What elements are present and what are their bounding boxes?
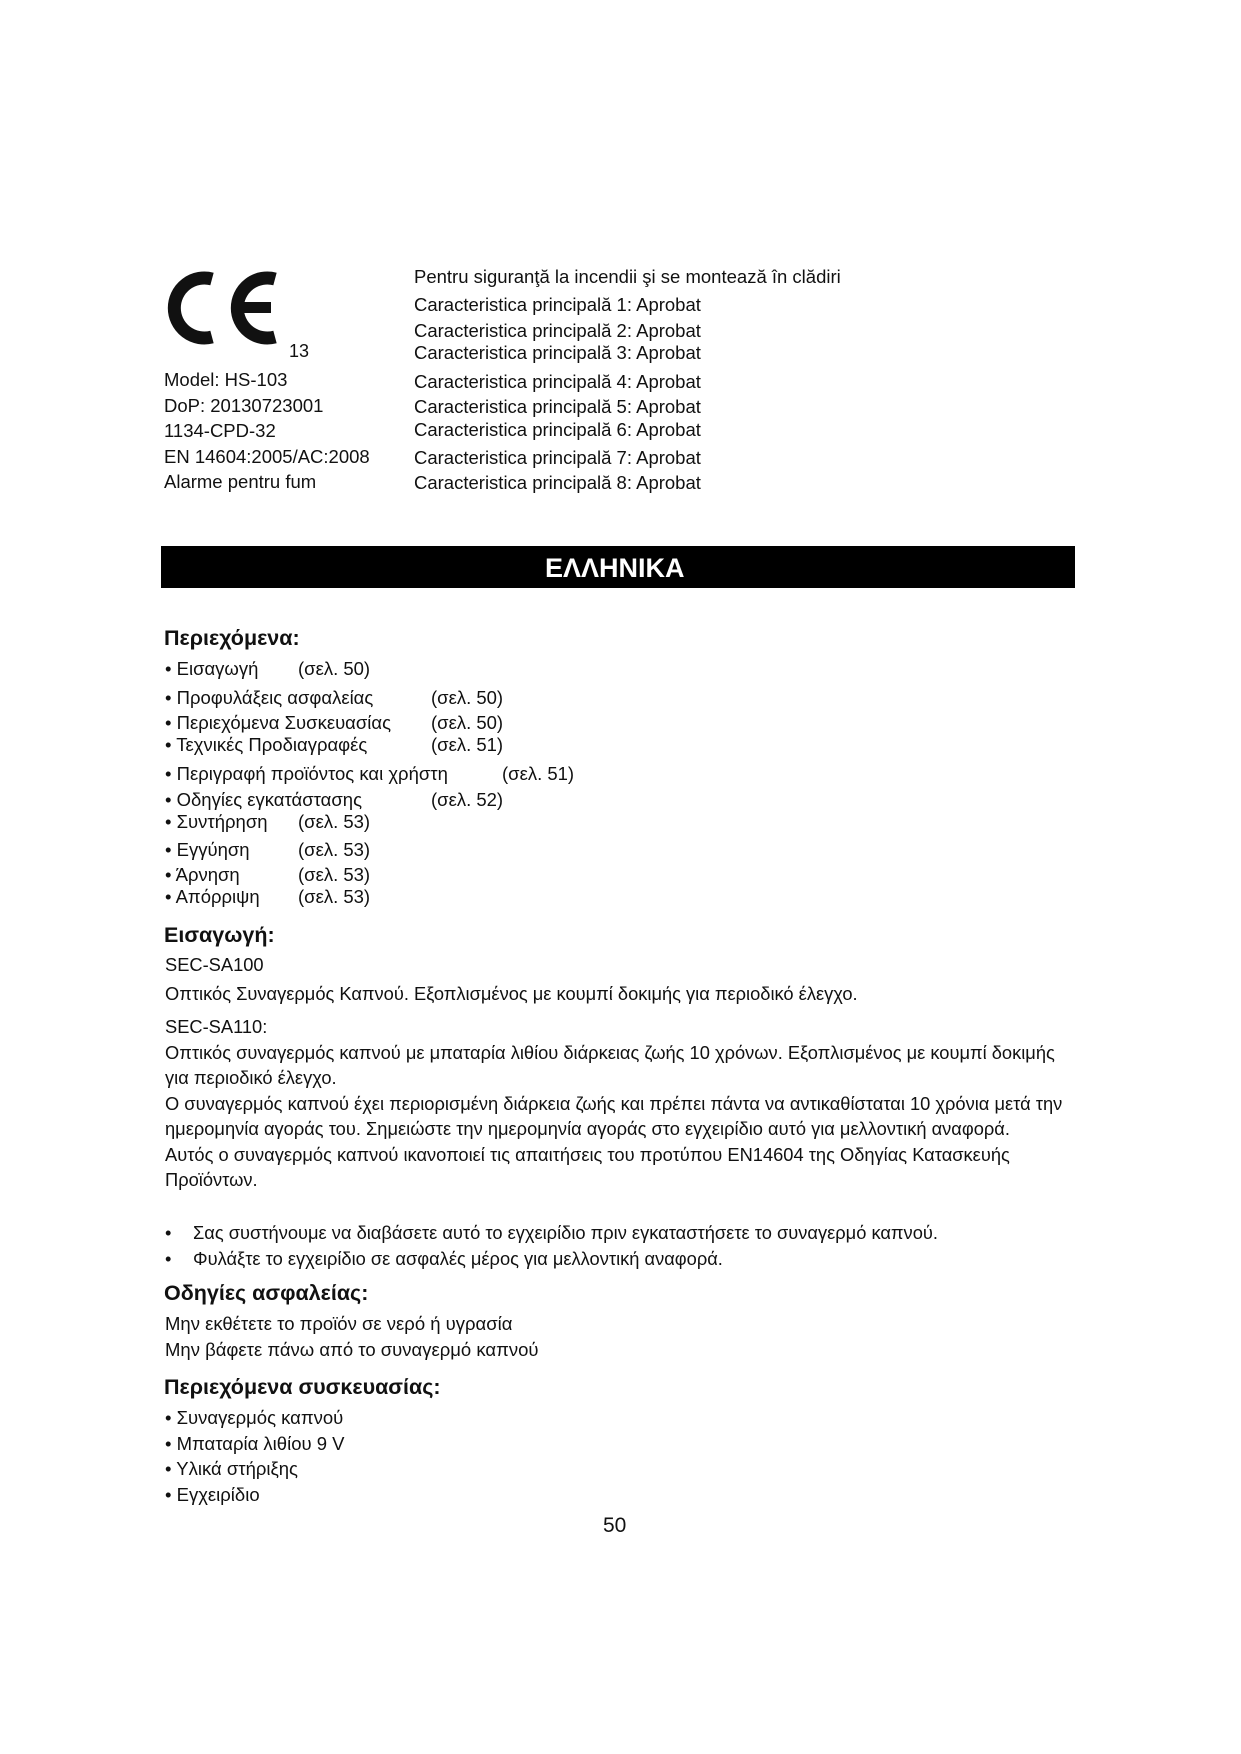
toc-item	[165, 864, 371, 886]
product-cpd: 1134-CPD-32	[164, 420, 276, 441]
toc-item	[165, 839, 371, 861]
product-model: Model: HS-103	[164, 369, 288, 390]
safety-line: Μην βάφετε πάνω από το συναγερμό καπνού	[165, 1338, 539, 1360]
safety-heading: Οδηγίες ασφαλείας:	[164, 1281, 369, 1305]
ce-notified-body-number: 13	[289, 341, 310, 361]
toc-item-page: (σελ. 52)	[431, 789, 504, 810]
language-banner-label: ΕΛΛΗΝΙΚΑ	[545, 553, 685, 583]
product-dop: DoP: 20130723001	[164, 394, 324, 416]
toc-item	[165, 789, 504, 811]
list-item-text: Σας συστήνουμε να διαβάσετε αυτό το εγχειρίδιο πριν εγκαταστήσετε το συναγερμό καπνού.	[193, 1222, 938, 1243]
contents-heading: Περιεχόμενα:	[164, 626, 300, 650]
page-number: 50	[603, 1514, 627, 1537]
language-banner	[161, 546, 1075, 588]
characteristic-line: Caracteristica principală 6: Aprobat	[414, 419, 701, 440]
toc-item-label: • Οδηγίες εγκατάστασης	[165, 789, 362, 810]
toc-item-page: (σελ. 53)	[298, 886, 371, 907]
lifespan-note: Ο συναγερμός καπνού έχει περιορισμένη διάρκεια ζωής και πρέπει πάντα να αντικαθίσταται 10 χρόνια μετά την ημερομηνία αγοράς του. Σημειώστε την ημερομηνία αγοράς στο εγχειρίδιο αυτό για μελλοντική αναφορά.	[165, 1092, 1063, 1139]
list-item-text: Φυλάξτε το εγχειρίδιο σε ασφαλές μέρος για μελλοντική αναφορά.	[193, 1247, 723, 1269]
toc-item-label: • Άρνηση	[165, 864, 240, 885]
toc-item-label: • Απόρριψη	[165, 886, 260, 907]
toc-item-page: (σελ. 50)	[431, 712, 504, 733]
bullet-icon: •	[165, 1222, 172, 1243]
bullet-icon: •	[165, 1247, 172, 1269]
toc-item-label: • Συντήρηση	[165, 811, 268, 832]
list-item: • Συναγερμός καπνού	[165, 1407, 344, 1428]
toc-item-page: (σελ. 51)	[431, 734, 504, 755]
model2-desc: Οπτικός συναγερμός καπνού με μπαταρία λιθίου διάρκειας ζωής 10 χρόνων. Εξοπλισμένος με κουμπί δοκιμής για περιοδικό έλεγχο.	[165, 1041, 1055, 1088]
characteristic-line: Caracteristica principală 1: Aprobat	[414, 294, 701, 315]
toc-item-page: (σελ. 51)	[502, 763, 575, 784]
toc-item-label: • Εισαγωγή	[165, 658, 259, 679]
model2-label: SEC-SA110:	[165, 1016, 268, 1037]
product-info	[164, 369, 370, 497]
toc-item	[165, 658, 371, 680]
toc-item	[165, 687, 504, 709]
characteristic-line: Caracteristica principală 2: Aprobat	[414, 320, 701, 341]
list-item: • Υλικά στήριξης	[165, 1458, 298, 1479]
toc-item-page: (σελ. 50)	[298, 658, 371, 679]
introduction-heading: Εισαγωγή:	[164, 923, 275, 947]
toc-item-page: (σελ. 53)	[298, 864, 371, 885]
characteristic-line: Caracteristica principală 5: Aprobat	[414, 396, 701, 417]
toc-item-label: • Εγγύηση	[165, 839, 250, 860]
model1-label: SEC-SA100	[165, 954, 264, 975]
toc-item-page: (σελ. 53)	[298, 839, 371, 860]
characteristic-line: Caracteristica principală 7: Aprobat	[414, 447, 701, 468]
safety-line: Μην εκθέτετε το προϊόν σε νερό ή υγρασία	[165, 1313, 513, 1334]
characteristic-line: Caracteristica principală 4: Aprobat	[414, 371, 701, 392]
toc-item	[165, 763, 575, 785]
toc-item-page: (σελ. 50)	[431, 687, 504, 708]
list-item: • Μπαταρία λιθίου 9 V	[165, 1432, 345, 1454]
characteristic-line: Caracteristica principală 8: Aprobat	[414, 472, 701, 493]
list-item: • Εγχειρίδιο	[165, 1483, 260, 1505]
toc-item-label: • Προφυλάξεις ασφαλείας	[165, 687, 374, 708]
package-heading: Περιεχόμενα συσκευασίας:	[164, 1375, 441, 1399]
characteristic-line: Pentru siguranţă la incendii şi se montează în clădiri	[414, 266, 841, 287]
toc-item	[165, 712, 504, 734]
model1-desc: Οπτικός Συναγερμός Καπνού. Εξοπλισμένος με κουμπί δοκιμής για περιοδικό έλεγχο.	[165, 982, 858, 1004]
product-type: Alarme pentru fum	[164, 471, 317, 492]
compliance-note: Αυτός ο συναγερμός καπνού ικανοποιεί τις απαιτήσεις του προτύπου EN14604 της Οδηγίας Κατασκευής Προϊόντων.	[165, 1143, 1010, 1190]
introduction-body	[165, 952, 1075, 1193]
product-standard: EN 14604:2005/AC:2008	[164, 445, 370, 467]
package-list	[165, 1407, 345, 1509]
characteristic-line: Caracteristica principală 3: Aprobat	[414, 342, 701, 363]
ce-mark-icon	[163, 266, 281, 350]
toc-item	[165, 886, 371, 908]
toc-item-label: • Περιγραφή προϊόντος και χρήστη	[165, 763, 448, 784]
toc-item-label: • Τεχνικές Προδιαγραφές	[165, 734, 368, 755]
toc-item-page: (σελ. 53)	[298, 811, 371, 832]
safety-lines	[165, 1313, 539, 1364]
toc-item	[165, 811, 371, 833]
toc-item-label: • Περιεχόμενα Συσκευασίας	[165, 712, 392, 733]
toc-item	[165, 734, 504, 756]
